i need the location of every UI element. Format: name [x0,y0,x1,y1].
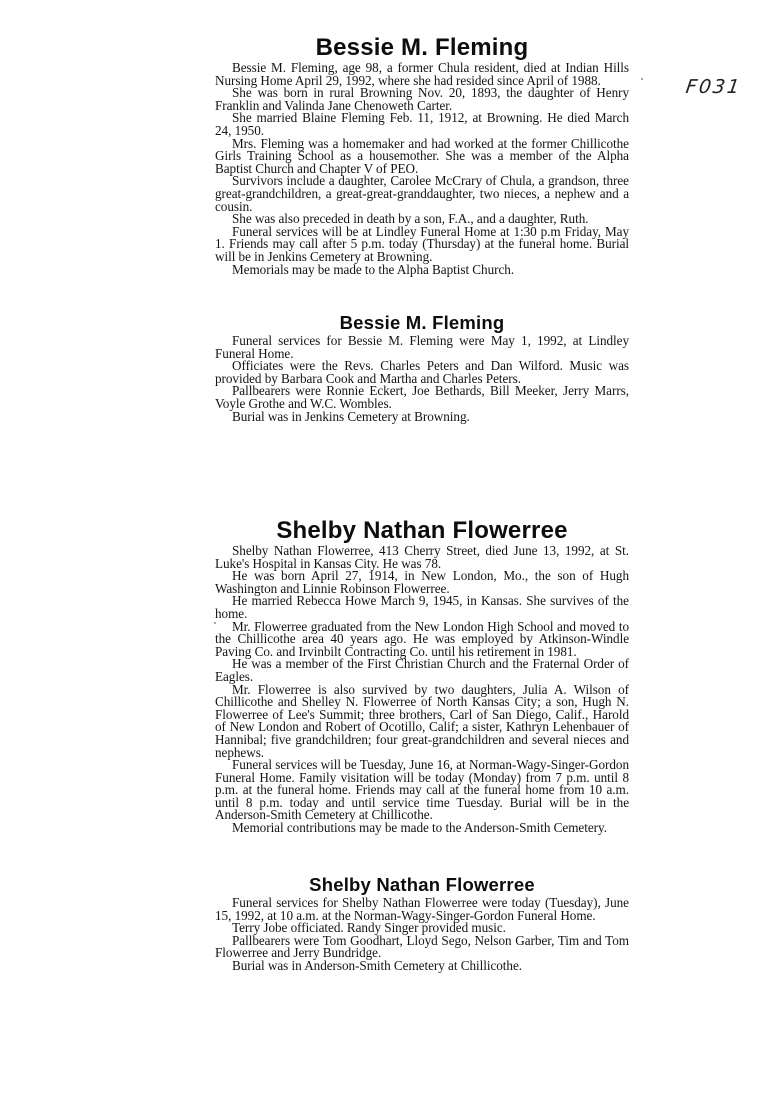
funeral-notice-paragraph: Terry Jobe officiated. Randy Singer provided music. [232,920,506,936]
obituary-paragraph: Funeral services will be at Lindley Funeral Home at 1:30 p.m Friday, May 1. Friends may call after 5 p.m. today (Thursday) at the funeral home. Burial will be in Jenkins Cemetery at Browning. [215,223,629,264]
obituary-paragraph: He married Rebecca Howe March 9, 1945, in Kansas. She survives of the home. [215,593,629,621]
scan-speck [641,78,643,80]
obituary-paragraph: She was born in rural Browning Nov. 20, 1893, the daughter of Henry Franklin and Valinda Jane Chenoweth Carter. [215,85,629,113]
obituary-paragraph: Memorials may be made to the Alpha Baptist Church. [232,261,515,277]
funeral-notice-headline: Shelby Nathan Flowerree [309,874,535,895]
obituary-paragraph: Bessie M. Fleming, age 98, a former Chula resident, died at Indian Hills Nursing Home April 29, 1992, where she had resided since April of 1988. [215,60,629,88]
funeral-notice-paragraph: Funeral services for Bessie M. Fleming were May 1, 1992, at Lindley Funeral Home. [215,333,629,361]
obituary-paragraph: Mr. Flowerree is also survived by two daughters, Julia A. Wilson of Chillicothe and Shelley N. Flowerree of North Kansas City; a son, Hugh N. Flowerree of Lee's Summit; three brothers, Carl of San Diego, Calif., Harold of New London and Robert of Ocotillo, Calif; a sister, Kathryn Lehenbauer of Hannibal; five grandchildren; four great-grandchildren and several nieces and nephews. [215,681,629,760]
obituary-paragraph: He was a member of the First Christian Church and the Fraternal Order of Eagles. [215,656,629,684]
obituary-paragraph: Shelby Nathan Flowerree, 413 Cherry Street, died June 13, 1992, at St. Luke's Hospital in Kansas City. He was 78. [215,543,629,571]
obituary-shelby-flowerree [215,518,629,835]
obituary-paragraph: Funeral services will be Tuesday, June 16, at Norman-Wagy-Singer-Gordon Funeral Home. Family visitation will be today (Monday) from 7 p.m. until 8 p.m. at the funeral home. Friends may call at the funeral home from 10 a.m. until 8 p.m. today and until service time Tuesday. Burial will be in the Anderson-Smith Cemetery at Chillicothe. [215,757,629,823]
obituary-paragraph: He was born April 27, 1914, in New London, Mo., the son of Hugh Washington and Linnie Robinson Flowerree. [215,568,629,596]
obituary-paragraph: Mrs. Fleming was a homemaker and had worked at the former Chillicothe Girls Training School as a housemother. She was a member of the Alpha Baptist Church and Chapter V of PEO. [215,135,629,176]
handwritten-file-code: F031 [684,76,743,98]
funeral-notice-shelby-flowerree [215,874,629,973]
obituary-paragraph: Mr. Flowerree graduated from the New London High School and moved to the Chillicothe area 40 years ago. He was employed by Atkinson-Windle Paving Co. and Irvinbilt Contracting Co. until his retirement in 1981. [215,618,629,659]
obituary-paragraph: Memorial contributions may be made to the Anderson-Smith Cemetery. [232,820,607,836]
funeral-notice-headline: Bessie M. Fleming [339,312,505,333]
obituary-headline: Bessie M. Fleming [315,34,529,61]
obituary-paragraph: She married Blaine Fleming Feb. 11, 1912, at Browning. He died March 24, 1950. [215,110,629,138]
funeral-notice-paragraph: Pallbearers were Tom Goodhart, Lloyd Sego, Nelson Garber, Tim and Tom Flowerree and Jerry Bundridge. [215,932,629,961]
obituary-paragraph: Survivors include a daughter, Carolee McCrary of Chula, a grandson, three great-grandchildren, a great-great-granddaughter, two nieces, a nephew and a cousin. [215,173,629,214]
funeral-notice-bessie-fleming [215,312,629,423]
funeral-notice-paragraph: Pallbearers were Ronnie Eckert, Joe Bethards, Bill Meeker, Jerry Marrs, Voyle Grothe and W.C. Wombles. [215,383,629,411]
funeral-notice-paragraph: Burial was in Jenkins Cemetery at Browning. [232,408,470,424]
obituary-bessie-fleming [215,35,629,276]
obituary-headline: Shelby Nathan Flowerree [276,517,568,544]
funeral-notice-paragraph: Funeral services for Shelby Nathan Flowerree were today (Tuesday), June 15, 1992, at 10 a.m. at the Norman-Wagy-Singer-Gordon Funeral Home. [215,895,629,923]
funeral-notice-paragraph: Burial was in Anderson-Smith Cemetery at Chillicothe. [232,957,522,973]
obituary-paragraph: She was also preceded in death by a son, F.A., and a daughter, Ruth. [232,211,589,227]
funeral-notice-paragraph: Officiates were the Revs. Charles Peters and Dan Wilford. Music was provided by Barbara Cook and Martha and Charles Peters. [215,358,629,386]
